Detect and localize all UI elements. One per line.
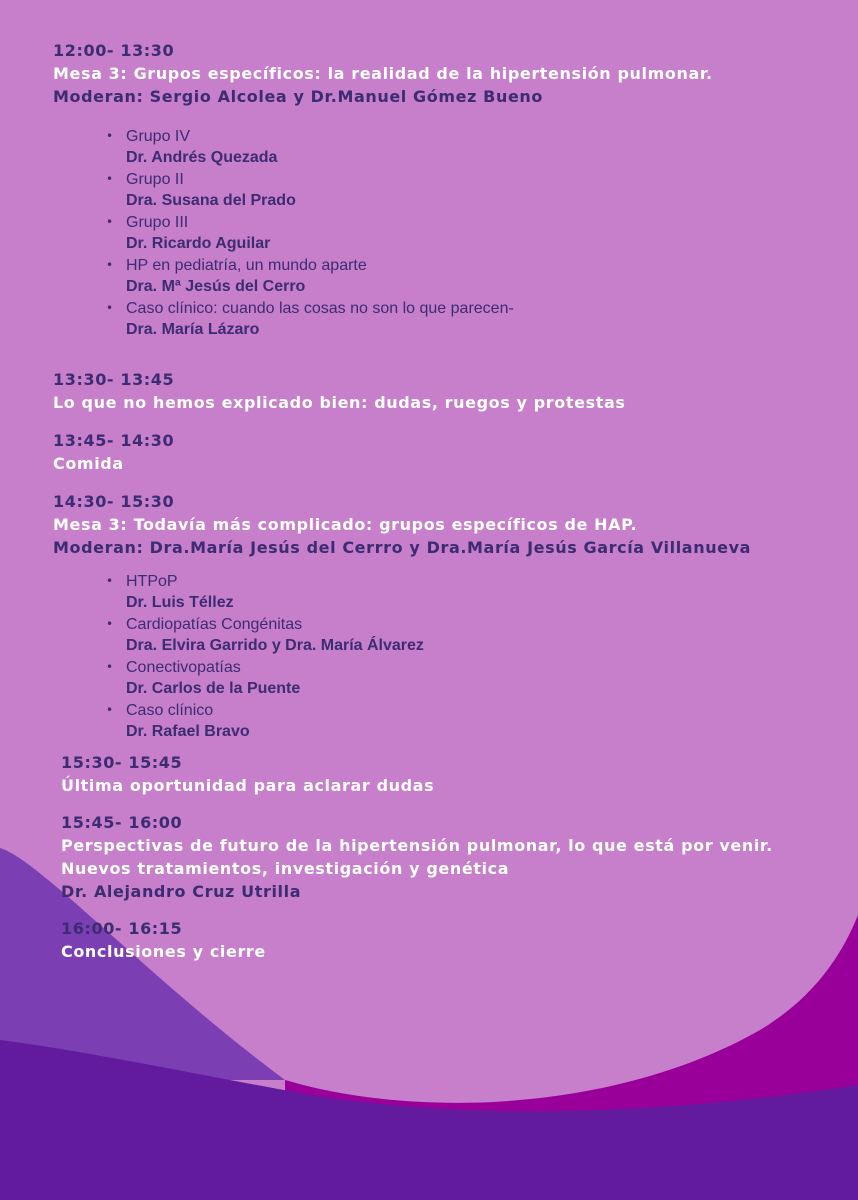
- talk-topic: Cardiopatías Congénitas: [126, 616, 303, 633]
- session-time: 15:30- 15:45: [61, 753, 183, 772]
- bullet-icon: •: [106, 617, 114, 631]
- talk-speaker: Dr. Luis Téllez: [126, 594, 234, 611]
- talk-speaker: Dr. Carlos de la Puente: [126, 680, 301, 697]
- list-item: [106, 571, 424, 614]
- talk-topic: Conectivopatías: [126, 659, 241, 676]
- talk-topic: Grupo IV: [126, 128, 191, 145]
- bullet-icon: •: [106, 129, 114, 143]
- session-title: Perspectivas de futuro de la hipertensión pulmonar, lo que está por venir.: [61, 836, 773, 855]
- session-1: [53, 40, 713, 108]
- session-time: 12:00- 13:30: [53, 41, 175, 60]
- talk-topic: Grupo III: [126, 214, 189, 231]
- list-item: [106, 298, 514, 341]
- bullet-icon: •: [106, 301, 114, 315]
- talk-speaker: Dra. Susana del Prado: [126, 192, 296, 209]
- talk-speaker: Dra. Mª Jesús del Cerro: [126, 278, 306, 295]
- session-speaker: Dr. Alejandro Cruz Utrilla: [61, 882, 302, 901]
- bullet-icon: •: [106, 215, 114, 229]
- session-time: 14:30- 15:30: [53, 492, 175, 511]
- talk-list-1: [106, 126, 514, 341]
- session-4: [53, 491, 751, 559]
- session-title: Mesa 3: Grupos específicos: la realidad de la hipertensión pulmonar.: [53, 64, 713, 83]
- session-5: [61, 752, 434, 797]
- session-time: 16:00- 16:15: [61, 919, 183, 938]
- talk-topic: Grupo II: [126, 171, 184, 188]
- talk-speaker: Dr. Ricardo Aguilar: [126, 235, 271, 252]
- session-title: Conclusiones y cierre: [61, 942, 266, 961]
- session-title: Comida: [53, 454, 124, 473]
- session-3: [53, 430, 174, 475]
- list-item: [106, 212, 514, 255]
- session-time: 13:30- 13:45: [53, 370, 175, 389]
- talk-speaker: Dra. María Lázaro: [126, 321, 260, 338]
- session-time: 13:45- 14:30: [53, 431, 175, 450]
- talk-speaker: Dr. Rafael Bravo: [126, 723, 250, 740]
- list-item: [106, 126, 514, 169]
- talk-speaker: Dra. Elvira Garrido y Dra. María Álvarez: [126, 637, 424, 654]
- talk-speaker: Dr. Andrés Quezada: [126, 149, 278, 166]
- session-subtitle: Nuevos tratamientos, investigación y genética: [61, 859, 510, 878]
- talk-topic: HTPoP: [126, 573, 178, 590]
- bullet-icon: •: [106, 574, 114, 588]
- session-moderators: Moderan: Sergio Alcolea y Dr.Manuel Gómez Bueno: [53, 87, 544, 106]
- talk-list-2: [106, 571, 424, 743]
- session-2: [53, 369, 625, 414]
- bullet-icon: •: [106, 172, 114, 186]
- session-6: [61, 812, 773, 903]
- session-moderators: Moderan: Dra.María Jesús del Cerrro y Dra.María Jesús García Villanueva: [53, 538, 752, 557]
- session-title: Última oportunidad para aclarar dudas: [61, 776, 435, 795]
- bullet-icon: •: [106, 703, 114, 717]
- session-title: Lo que no hemos explicado bien: dudas, ruegos y protestas: [53, 393, 626, 412]
- list-item: [106, 169, 514, 212]
- session-title: Mesa 3: Todavía más complicado: grupos específicos de HAP.: [53, 515, 638, 534]
- talk-topic: Caso clínico: [126, 702, 214, 719]
- session-time: 15:45- 16:00: [61, 813, 183, 832]
- talk-topic: HP en pediatría, un mundo aparte: [126, 257, 367, 274]
- list-item: [106, 255, 514, 298]
- bullet-icon: •: [106, 258, 114, 272]
- list-item: [106, 700, 424, 743]
- list-item: [106, 657, 424, 700]
- list-item: [106, 614, 424, 657]
- session-7: [61, 918, 266, 963]
- bullet-icon: •: [106, 660, 114, 674]
- talk-topic: Caso clínico: cuando las cosas no son lo que parecen-: [126, 300, 514, 317]
